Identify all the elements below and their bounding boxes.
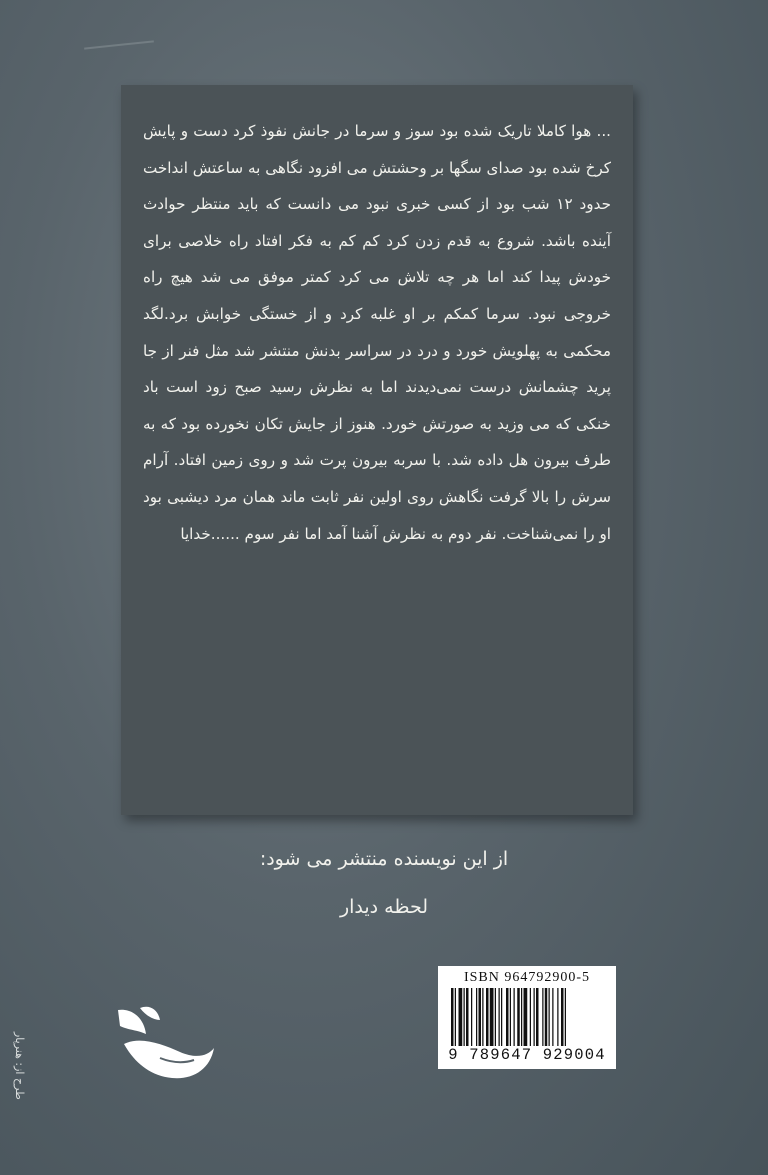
barcode-bar — [552, 988, 553, 1046]
barcode-bar — [499, 988, 500, 1046]
barcode-bar — [534, 988, 535, 1046]
blurb-text: ... هوا کاملا تاریک شده بود سوز و سرما در جانش نفوذ کرد دست و پایش کرخ شده بود صدای سگها بر وحشتش می افزود نگاهی به ساعتش انداخت حدود ۱۲ شب بود از کسی خبری نبود می دانست که باید منتظر حوادث آینده باشد. شروع به قدم زدن کرد کم کم به فکر افتاد راه خلاصی برای خودش پیدا کند اما هر چه تلاش می کرد کمتر موفق می شد هیچ راه خروجی نبود. سرما کمکم بر او غلبه کرد و از خستگی خوابش برد.لگد محکمی به پهلویش خورد و درد در سراسر بدنش منتشر شد مثل فنر از جا پرید چشمانش درست نمی‌دیدند اما به نظرش رسید صبح زود است باد خنکی که می وزید به صورتش خورد. هنوز از جایش تکان نخورده بود که به طرف بیرون هل داده شد. با سربه بیرون پرت شد و روی زمین افتاد. آرام سرش را بالا گرفت نگاهش روی اولین نفر ثابت ماند همان مرد دیشبی بود او را نمی‌شناخت. نفر دوم به نظرش آشنا آمد اما نفر سوم ......خدایا — [143, 122, 611, 543]
isbn-number: ISBN 964792900-5 — [463, 970, 591, 985]
barcode-bar — [536, 988, 539, 1046]
barcode-bar — [514, 988, 515, 1046]
barcode-bars — [447, 988, 607, 1046]
blurb-box — [121, 85, 633, 815]
barcode-bar — [464, 988, 465, 1046]
other-works-heading: از این نویسنده منتشر می شود: — [259, 848, 509, 870]
barcode-bar — [542, 988, 543, 1046]
barcode-bar — [517, 988, 520, 1046]
barcode-bar — [486, 988, 489, 1046]
barcode-bar — [479, 988, 482, 1046]
barcode-bar — [549, 988, 550, 1046]
barcode-bar — [545, 988, 548, 1046]
barcode-bar — [466, 988, 469, 1046]
barcode-bar — [501, 988, 502, 1046]
barcode-bar — [561, 988, 564, 1046]
isbn-barcode-label — [438, 966, 616, 1069]
barcode-bar — [476, 988, 477, 1046]
barcode-bar — [451, 988, 454, 1046]
barcode-bar — [557, 988, 558, 1046]
barcode-bar — [490, 988, 494, 1046]
other-works-title: لحظه دیدار — [339, 896, 429, 918]
barcode-digits: 9 789647 929004 — [448, 1046, 606, 1064]
barcode-bar — [455, 988, 456, 1046]
barcode-bar — [565, 988, 566, 1046]
design-credit: طرح از: هنرپار — [13, 1032, 26, 1100]
barcode-bar — [506, 988, 509, 1046]
barcode-bar — [471, 988, 472, 1046]
barcode-bar — [459, 988, 463, 1046]
barcode-bar — [521, 988, 522, 1046]
barcode-bar — [530, 988, 531, 1046]
barcode-bar — [510, 988, 511, 1046]
barcode-bar — [482, 988, 483, 1046]
barcode-bar — [524, 988, 528, 1046]
publisher-logo-icon — [110, 1000, 220, 1095]
cover-scratch — [84, 40, 154, 49]
barcode-bar — [495, 988, 496, 1046]
